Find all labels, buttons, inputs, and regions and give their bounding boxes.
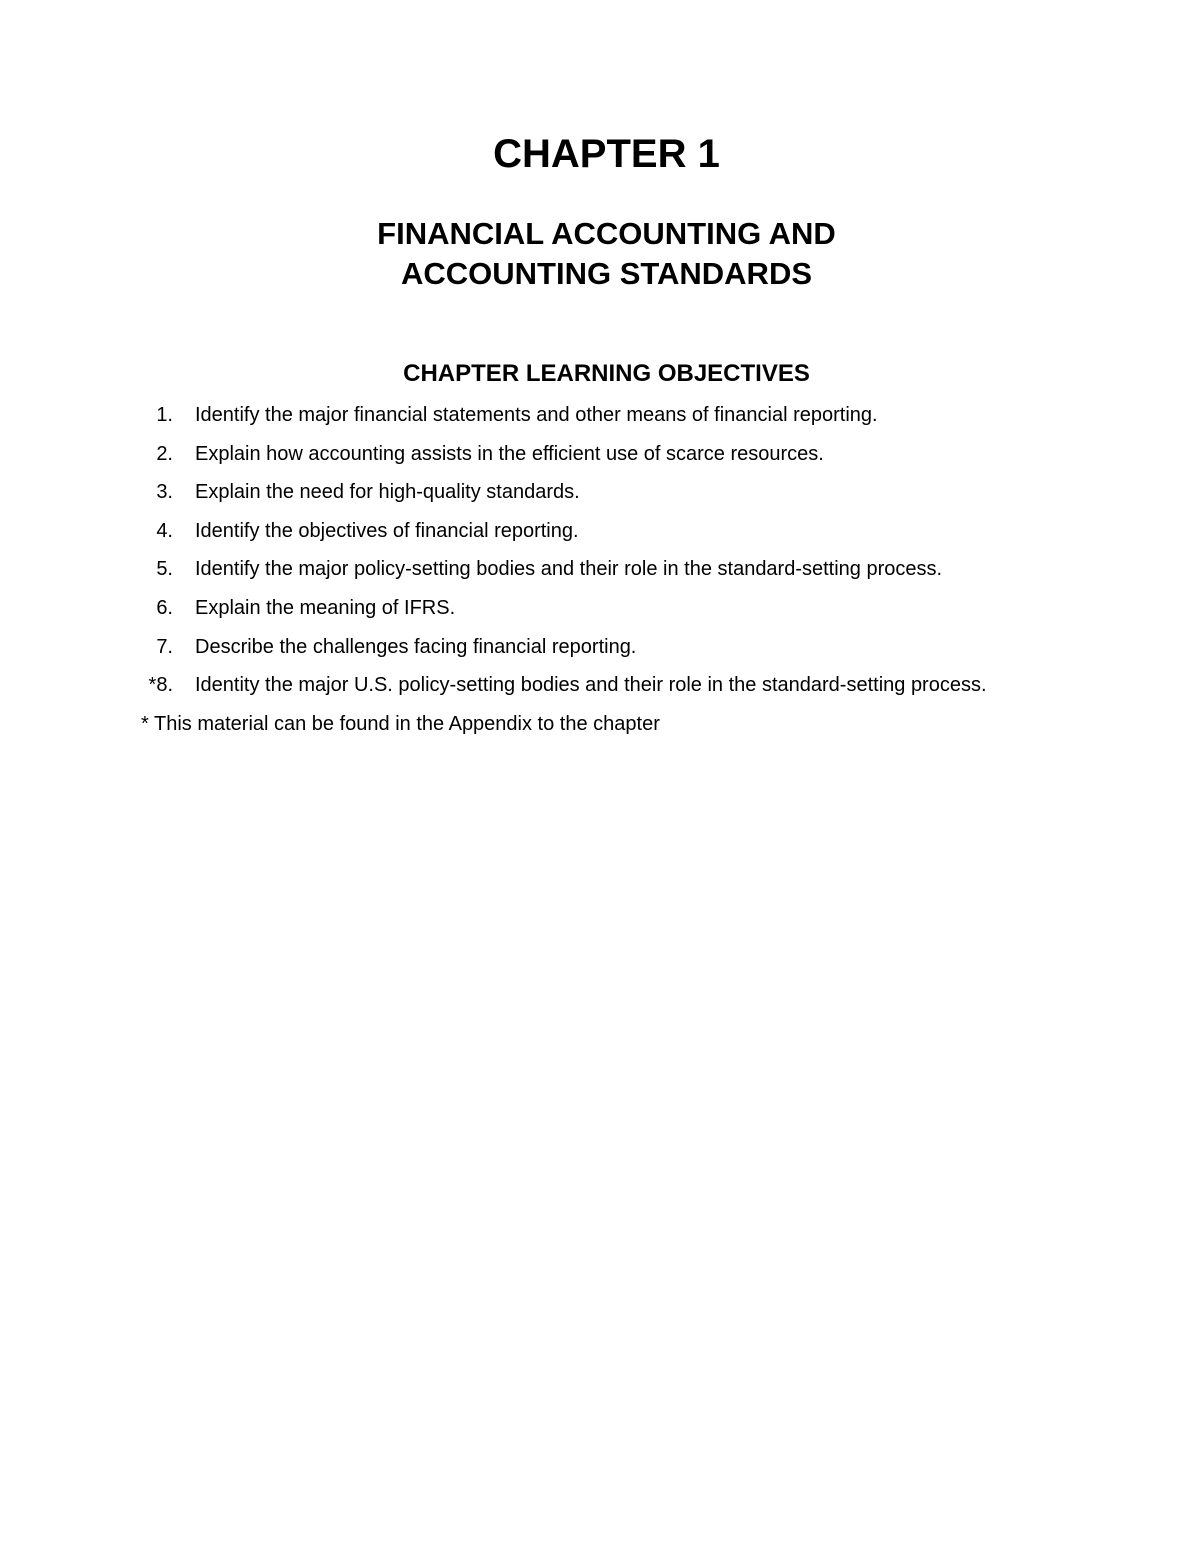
objective-number: 3. — [156, 481, 173, 504]
appendix-footnote: * This material can be found in the Appendix to the chapter — [141, 713, 660, 735]
objective-text: Explain the need for high-quality standards. — [195, 481, 580, 504]
book-title — [0, 214, 1200, 294]
objective-number: 2. — [156, 442, 173, 465]
objective-text: Identity the major U.S. policy-setting bodies and their role in the standard-setting process. — [195, 674, 987, 697]
objective-number: 7. — [156, 635, 173, 658]
objective-text: Identify the major policy-setting bodies and their role in the standard-setting process. — [195, 558, 943, 581]
objective-number: 5. — [156, 558, 173, 581]
objective-text: Explain how accounting assists in the efficient use of scarce resources. — [195, 442, 824, 465]
objective-number: *8. — [148, 674, 173, 697]
book-title-line-1: FINANCIAL ACCOUNTING AND — [377, 216, 836, 251]
objective-text: Describe the challenges facing financial reporting. — [195, 635, 637, 658]
chapter-title: CHAPTER 1 — [493, 132, 720, 176]
objective-number: 6. — [156, 596, 173, 619]
objective-text: Explain the meaning of IFRS. — [195, 596, 456, 619]
book-title-line-2: ACCOUNTING STANDARDS — [400, 256, 813, 291]
objective-text: Identify the major financial statements and other means of financial reporting. — [195, 404, 878, 426]
objective-text: Identify the objectives of financial reporting. — [195, 519, 579, 542]
objective-number: 4. — [156, 519, 173, 542]
objectives-heading: CHAPTER LEARNING OBJECTIVES — [403, 360, 810, 387]
objective-number: 1. — [156, 404, 173, 426]
